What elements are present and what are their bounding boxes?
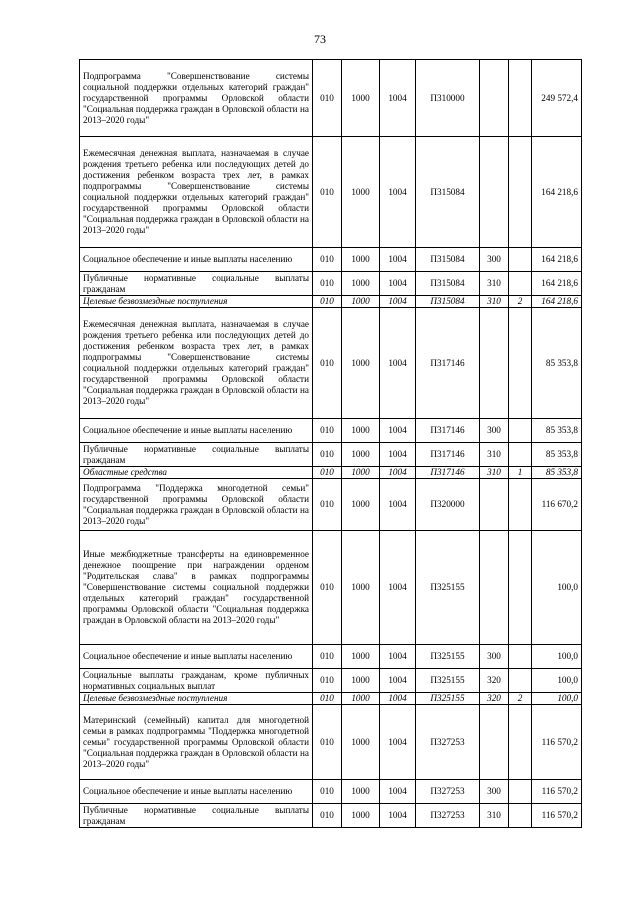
- target-article-cell: П325155: [416, 645, 480, 669]
- subsection-cell: 1004: [380, 780, 416, 804]
- row-description: Иные межбюджетные трансферты на единовременное денежное поощрение при награждении орденом "Родительская слава" в рамках подпрограммы "Совершенствование системы социальной поддержки отдельных категорий граждан" государственной программы Орловской области "Социальная поддержка граждан в Орловской области на 2013–2020 годы": [80, 531, 313, 645]
- target-article-cell: П325155: [416, 693, 480, 705]
- section-cell: 1000: [342, 443, 380, 467]
- table-row: [80, 705, 582, 780]
- subsection-cell: 1004: [380, 705, 416, 780]
- subsection-cell: 1004: [380, 272, 416, 296]
- subsection-cell: 1004: [380, 693, 416, 705]
- subsection-cell: 1004: [380, 804, 416, 828]
- source-cell: [509, 531, 532, 645]
- table-row: [80, 443, 582, 467]
- expense-type-cell: [480, 705, 509, 780]
- table-row: [80, 308, 582, 419]
- expense-type-cell: [480, 60, 509, 137]
- amount-cell: 100,0: [532, 531, 582, 645]
- table-row: [80, 137, 582, 248]
- admin-code-cell: 010: [313, 645, 342, 669]
- source-cell: [509, 248, 532, 272]
- section-cell: 1000: [342, 308, 380, 419]
- table-row: [80, 669, 582, 693]
- amount-cell: 85 353,8: [532, 467, 582, 479]
- target-article-cell: П325155: [416, 531, 480, 645]
- subsection-cell: 1004: [380, 479, 416, 531]
- target-article-cell: П327253: [416, 804, 480, 828]
- subsection-cell: 1004: [380, 645, 416, 669]
- expense-type-cell: 310: [480, 443, 509, 467]
- target-article-cell: П327253: [416, 705, 480, 780]
- amount-cell: 85 353,8: [532, 443, 582, 467]
- expense-type-cell: [480, 531, 509, 645]
- amount-cell: 85 353,8: [532, 308, 582, 419]
- row-description: Областные средства: [80, 467, 313, 479]
- source-cell: [509, 645, 532, 669]
- expense-type-cell: 300: [480, 419, 509, 443]
- subsection-cell: 1004: [380, 669, 416, 693]
- admin-code-cell: 010: [313, 669, 342, 693]
- source-cell: [509, 804, 532, 828]
- target-article-cell: П317146: [416, 308, 480, 419]
- row-description: Публичные нормативные социальные выплаты гражданам: [80, 272, 313, 296]
- admin-code-cell: 010: [313, 248, 342, 272]
- admin-code-cell: 010: [313, 296, 342, 308]
- source-cell: [509, 705, 532, 780]
- amount-cell: 100,0: [532, 693, 582, 705]
- table-row: [80, 296, 582, 308]
- target-article-cell: П315084: [416, 248, 480, 272]
- subsection-cell: 1004: [380, 443, 416, 467]
- expense-type-cell: 300: [480, 645, 509, 669]
- source-cell: [509, 780, 532, 804]
- table-row: [80, 60, 582, 137]
- row-description: Материнский (семейный) капитал для многодетной семьи в рамках подпрограммы "Поддержка многодетной семьи" государственной программы Орловской области "Социальная поддержка граждан в Орловской области на 2013–2020 годы": [80, 705, 313, 780]
- section-cell: 1000: [342, 272, 380, 296]
- section-cell: 1000: [342, 669, 380, 693]
- target-article-cell: П317146: [416, 467, 480, 479]
- target-article-cell: П317146: [416, 419, 480, 443]
- table-row: [80, 693, 582, 705]
- expense-type-cell: [480, 137, 509, 248]
- table-row: [80, 780, 582, 804]
- expense-type-cell: 310: [480, 467, 509, 479]
- subsection-cell: 1004: [380, 308, 416, 419]
- expense-type-cell: 320: [480, 669, 509, 693]
- section-cell: 1000: [342, 645, 380, 669]
- section-cell: 1000: [342, 137, 380, 248]
- expense-type-cell: 310: [480, 272, 509, 296]
- amount-cell: 164 218,6: [532, 137, 582, 248]
- amount-cell: 85 353,8: [532, 419, 582, 443]
- row-description: Подпрограмма "Совершенствование системы социальной поддержки отдельных категорий граждан" государственной программы Орловской области "Социальная поддержка граждан в Орловской области на 2013–2020 годы": [80, 60, 313, 137]
- row-description: Подпрограмма "Поддержка многодетной семьи" государственной программы Орловской области "Социальная поддержка граждан в Орловской области на 2013–2020 годы": [80, 479, 313, 531]
- expense-type-cell: 300: [480, 780, 509, 804]
- amount-cell: 249 572,4: [532, 60, 582, 137]
- expense-type-cell: 300: [480, 248, 509, 272]
- expense-type-cell: [480, 479, 509, 531]
- amount-cell: 116 670,2: [532, 479, 582, 531]
- amount-cell: 116 570,2: [532, 780, 582, 804]
- subsection-cell: 1004: [380, 60, 416, 137]
- admin-code-cell: 010: [313, 531, 342, 645]
- table-row: [80, 531, 582, 645]
- amount-cell: 164 218,6: [532, 272, 582, 296]
- source-cell: 1: [509, 467, 532, 479]
- expense-type-cell: 310: [480, 804, 509, 828]
- expense-type-cell: [480, 308, 509, 419]
- table-row: [80, 645, 582, 669]
- admin-code-cell: 010: [313, 705, 342, 780]
- amount-cell: 116 570,2: [532, 804, 582, 828]
- page-number: 73: [314, 32, 326, 46]
- section-cell: 1000: [342, 780, 380, 804]
- source-cell: [509, 308, 532, 419]
- amount-cell: 164 218,6: [532, 248, 582, 272]
- source-cell: 2: [509, 693, 532, 705]
- row-description: Социальные выплаты гражданам, кроме публичных нормативных социальных выплат: [80, 669, 313, 693]
- source-cell: [509, 479, 532, 531]
- source-cell: [509, 60, 532, 137]
- admin-code-cell: 010: [313, 479, 342, 531]
- source-cell: [509, 137, 532, 248]
- target-article-cell: П315084: [416, 272, 480, 296]
- target-article-cell: П327253: [416, 780, 480, 804]
- subsection-cell: 1004: [380, 296, 416, 308]
- subsection-cell: 1004: [380, 248, 416, 272]
- admin-code-cell: 010: [313, 308, 342, 419]
- row-description: Социальное обеспечение и иные выплаты населению: [80, 419, 313, 443]
- budget-table: [79, 59, 582, 828]
- expense-type-cell: 320: [480, 693, 509, 705]
- amount-cell: 116 570,2: [532, 705, 582, 780]
- table-row: [80, 479, 582, 531]
- row-description: Социальное обеспечение и иные выплаты населению: [80, 780, 313, 804]
- admin-code-cell: 010: [313, 780, 342, 804]
- target-article-cell: П325155: [416, 669, 480, 693]
- expense-type-cell: 310: [480, 296, 509, 308]
- amount-cell: 100,0: [532, 645, 582, 669]
- admin-code-cell: 010: [313, 60, 342, 137]
- subsection-cell: 1004: [380, 531, 416, 645]
- row-description: Социальное обеспечение и иные выплаты населению: [80, 645, 313, 669]
- row-description: Публичные нормативные социальные выплаты гражданам: [80, 804, 313, 828]
- section-cell: 1000: [342, 467, 380, 479]
- source-cell: [509, 272, 532, 296]
- source-cell: [509, 419, 532, 443]
- target-article-cell: П315084: [416, 296, 480, 308]
- amount-cell: 100,0: [532, 669, 582, 693]
- row-description: Ежемесячная денежная выплата, назначаемая в случае рождения третьего ребенка или последующих детей до достижения ребенком возраста трех лет, в рамках подпрограммы "Совершенствование системы социальной поддержки отдельных категорий граждан" государственной программы Орловской области "Социальная поддержка граждан в Орловской области на 2013–2020 годы": [80, 308, 313, 419]
- table-row: [80, 272, 582, 296]
- subsection-cell: 1004: [380, 137, 416, 248]
- target-article-cell: П320000: [416, 479, 480, 531]
- target-article-cell: П310000: [416, 60, 480, 137]
- section-cell: 1000: [342, 60, 380, 137]
- section-cell: 1000: [342, 296, 380, 308]
- source-cell: [509, 443, 532, 467]
- subsection-cell: 1004: [380, 419, 416, 443]
- admin-code-cell: 010: [313, 443, 342, 467]
- section-cell: 1000: [342, 705, 380, 780]
- amount-cell: 164 218,6: [532, 296, 582, 308]
- admin-code-cell: 010: [313, 804, 342, 828]
- source-cell: [509, 669, 532, 693]
- row-description: Целевые безвозмездные поступления: [80, 693, 313, 705]
- admin-code-cell: 010: [313, 467, 342, 479]
- subsection-cell: 1004: [380, 467, 416, 479]
- target-article-cell: П317146: [416, 443, 480, 467]
- row-description: Публичные нормативные социальные выплаты гражданам: [80, 443, 313, 467]
- section-cell: 1000: [342, 479, 380, 531]
- admin-code-cell: 010: [313, 693, 342, 705]
- table-row: [80, 419, 582, 443]
- section-cell: 1000: [342, 693, 380, 705]
- admin-code-cell: 010: [313, 137, 342, 248]
- table-row: [80, 467, 582, 479]
- admin-code-cell: 010: [313, 272, 342, 296]
- section-cell: 1000: [342, 248, 380, 272]
- section-cell: 1000: [342, 804, 380, 828]
- section-cell: 1000: [342, 531, 380, 645]
- row-description: Целевые безвозмездные поступления: [80, 296, 313, 308]
- row-description: Ежемесячная денежная выплата, назначаемая в случае рождения третьего ребенка или последующих детей до достижения ребенком возраста трех лет, в рамках подпрограммы "Совершенствование системы социальной поддержки отдельных категорий граждан" государственной программы Орловской области "Социальная поддержка граждан в Орловской области на 2013–2020 годы": [80, 137, 313, 248]
- target-article-cell: П315084: [416, 137, 480, 248]
- admin-code-cell: 010: [313, 419, 342, 443]
- source-cell: 2: [509, 296, 532, 308]
- table-row: [80, 248, 582, 272]
- table-row: [80, 804, 582, 828]
- section-cell: 1000: [342, 419, 380, 443]
- row-description: Социальное обеспечение и иные выплаты населению: [80, 248, 313, 272]
